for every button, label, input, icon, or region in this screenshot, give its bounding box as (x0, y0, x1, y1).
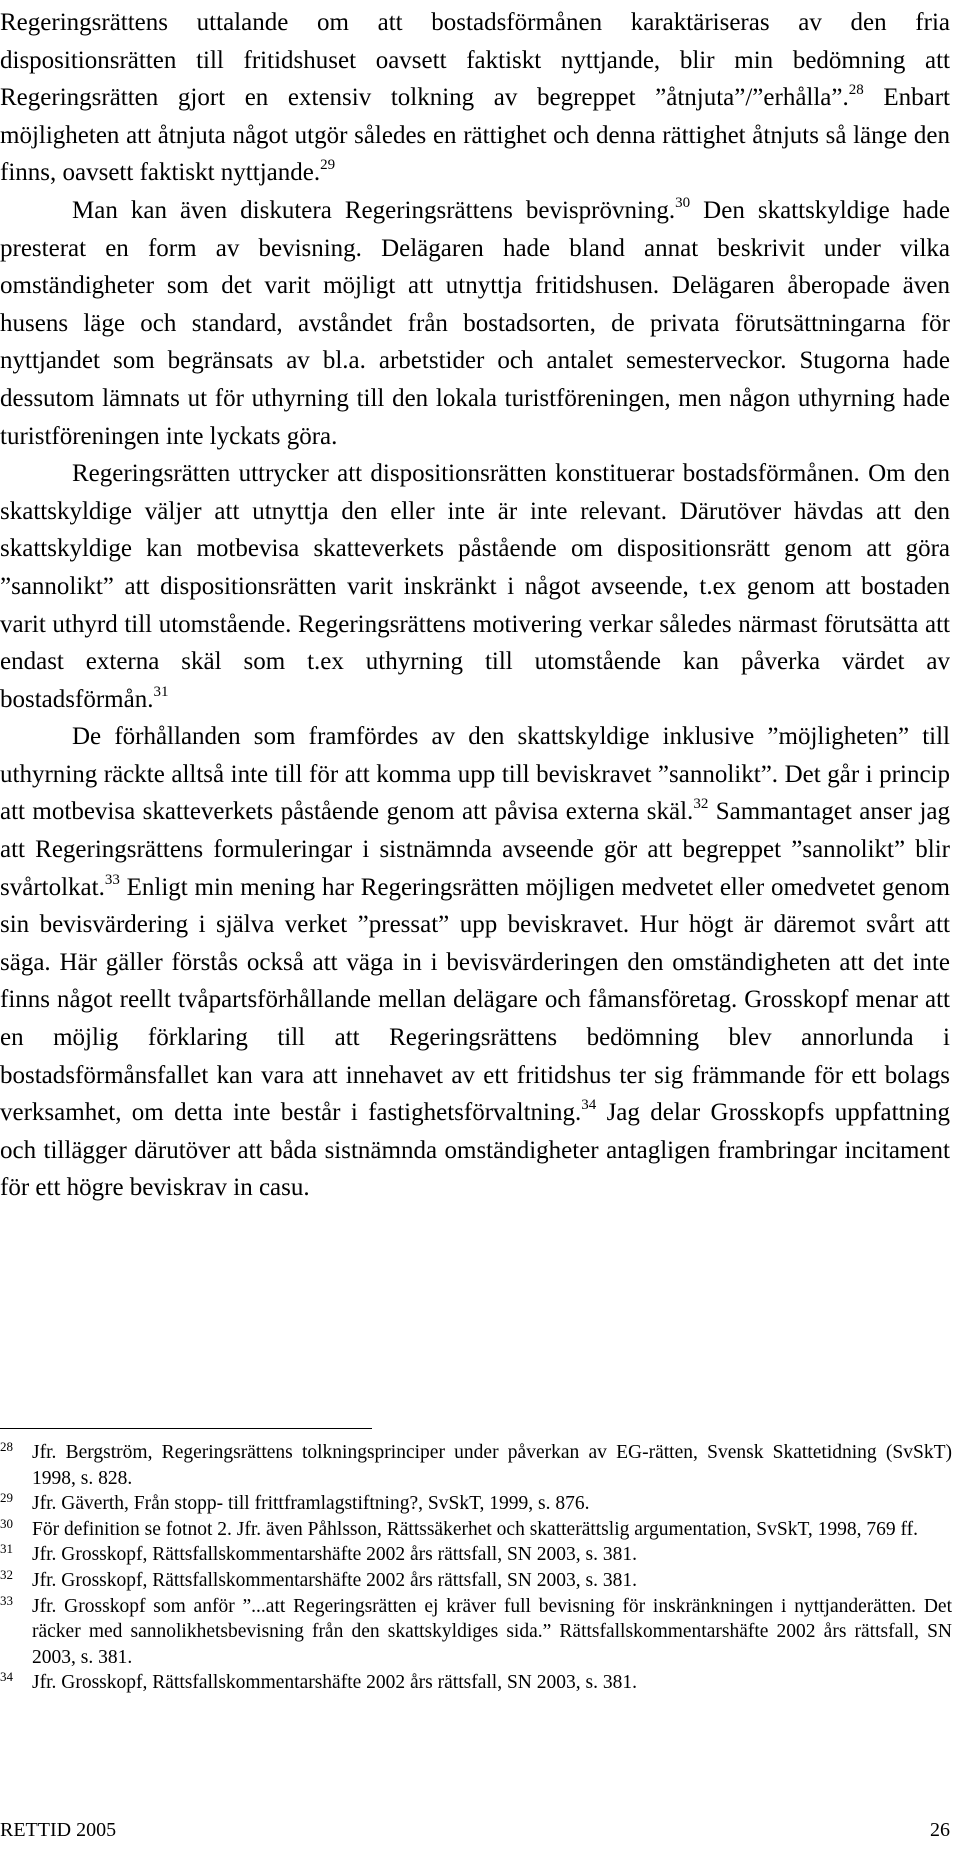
footnote-number: 29 (0, 1490, 13, 1506)
footnote-number: 34 (0, 1669, 13, 1685)
footnote-ref: 28 (848, 82, 864, 99)
footnote-text: Jfr. Grosskopf, Rättsfallskommentarshäfte 2002 års rättsfall, SN 2003, s. 381. (32, 1544, 637, 1566)
footnote-34 (0, 1670, 952, 1696)
footnote-number: 30 (0, 1515, 13, 1531)
page-number: 26 (930, 1819, 950, 1841)
text-run: Enbart möjligheten att åtnjuta något utgör således en rättighet och denna rättighet åtnjuts så länge den finns, oavsett faktiskt nyttjande. (0, 84, 950, 187)
text-run: Den skattskyldige hade presterat en form av bevisning. Delägaren hade bland annat beskrivit under vilka omständigheter som det varit möjligt att utnyttja fritidshusen. Delägaren åberopade även husens läge och standard, avståndet från bostadsorten, de privata förutsättningarna för nyttjandet som begränsats av bl.a. arbetstider och antalet semesterveckor. Stugorna hade dessutom lämnats ut för uthyrning till den lokala turistföreningen, men någon uthyrning hade turistföreningen inte lyckats göra. (0, 196, 950, 450)
footnote-ref: 31 (153, 683, 169, 700)
footnote-text: Jfr. Gäverth, Från stopp- till frittframlagstiftning?, SvSkT, 1999, s. 876. (32, 1493, 590, 1515)
footnote-text: Jfr. Bergström, Regeringsrättens tolkningsprinciper under påverkan av EG-rätten, Svensk Skattetidning (SvSkT) 1998, s. 828. (32, 1442, 952, 1489)
footnote-ref: 29 (320, 157, 336, 174)
text-run: Man kan även diskutera Regeringsrättens bevisprövning. (72, 196, 676, 224)
paragraph-4 (0, 718, 950, 1207)
footnote-number: 32 (0, 1566, 13, 1582)
footnote-29 (0, 1491, 952, 1517)
body-text (0, 4, 950, 1207)
footnote-ref: 34 (581, 1097, 597, 1114)
footnote-text: För definition se fotnot 2. Jfr. även Påhlsson, Rättssäkerhet och skatterättslig argumentation, SvSkT, 1998, 769 ff. (32, 1518, 919, 1540)
text-run: Jag delar Grosskopfs uppfattning och tillägger därutöver att båda sistnämnda omständigheter antagligen frambringar incitament för ett högre beviskrav in casu. (0, 1099, 950, 1202)
footnote-33 (0, 1594, 952, 1671)
footnote-32 (0, 1568, 952, 1594)
footnote-ref: 33 (104, 871, 120, 888)
footnote-number: 33 (0, 1592, 13, 1608)
footnote-ref: 30 (675, 194, 691, 211)
footnotes (0, 1440, 952, 1696)
footnote-number: 28 (0, 1439, 13, 1454)
text-run: Regeringsrättens uttalande om att bostadsförmånen karaktäriseras av den fria dispositionsrätten till fritidshuset oavsett faktiskt nyttjande, blir min bedömning att Regeringsrätten gjort en extensiv tolkning av begreppet ”åtnjuta”/”erhålla”. (0, 9, 950, 112)
footnote-text: Jfr. Grosskopf, Rättsfallskommentarshäfte 2002 års rättsfall, SN 2003, s. 381. (32, 1672, 637, 1694)
footnote-text: Jfr. Grosskopf, Rättsfallskommentarshäfte 2002 års rättsfall, SN 2003, s. 381. (32, 1569, 637, 1591)
footnote-separator (0, 1428, 372, 1429)
text-run: Enligt min mening har Regeringsrätten möjligen medvetet eller omedvetet genom sin bevisvärdering i själva verket ”pressat” upp beviskravet. Hur högt är däremot svårt att säga. Här gäller förstås också att väga in i bevisvärderingen den omständigheten att det inte finns något reellt tvåpartsförhållande mellan delägare och fåmansföretag. Grosskopf menar att en möjlig förklaring till att Regeringsrättens bedömning blev annorlunda i bostadsförmånsfallet kan vara att innehavet av ett fritidshus ter sig främmande för ett bolags verksamhet, om detta inte består i fastighetsförvaltning. (0, 873, 950, 1127)
footnote-number: 31 (0, 1541, 13, 1557)
footnote-28 (0, 1440, 952, 1491)
paragraph-2 (0, 192, 950, 455)
text-run: Regeringsrätten uttrycker att dispositionsrätten konstituerar bostadsförmånen. Om den skattskyldige väljer att utnyttja den eller inte är inte relevant. Därutöver hävdas att den skattskyldige kan motbevisa skatteverkets påstående om dispositionsrätt genom att göra ”sannolikt” att dispositionsrätten varit inskränkt i något avseende, t.ex genom att bostaden varit uthyrd till utomstående. Regeringsrättens motivering verkar således närmast förutsätta att endast externa skäl som t.ex uthyrning till utomstående kan påverka värdet av bostadsförmån. (0, 460, 950, 713)
footnote-31 (0, 1542, 952, 1568)
text-run: Sammantaget anser jag att Regeringsrättens formuleringar i sistnämnda avseende gör att begreppet ”sannolikt” blir svårtolkat. (0, 798, 950, 901)
paragraph-1 (0, 4, 950, 192)
footnote-ref: 32 (693, 796, 709, 813)
paragraph-3 (0, 455, 950, 718)
text-run: De förhållanden som framfördes av den skattskyldige inklusive ”möjligheten” till uthyrning räckte alltså inte till för att komma upp till beviskravet ”sannolikt”. Det går i princip att motbevisa skatteverkets påstående genom att påvisa externa skäl. (0, 723, 950, 826)
footnote-30 (0, 1517, 952, 1543)
footnote-text: Jfr. Grosskopf som anför ”...att Regeringsrätten ej kräver full bevisning för inskränkningen i nyttjanderätten. Det räcker med sannolikhetsbevisning från den skattskyldiges sida.” Rättsfallskommentarshäfte 2002 års rättsfall, SN 2003, s. 381. (32, 1595, 952, 1668)
journal-name: RETTID 2005 (0, 1819, 117, 1841)
